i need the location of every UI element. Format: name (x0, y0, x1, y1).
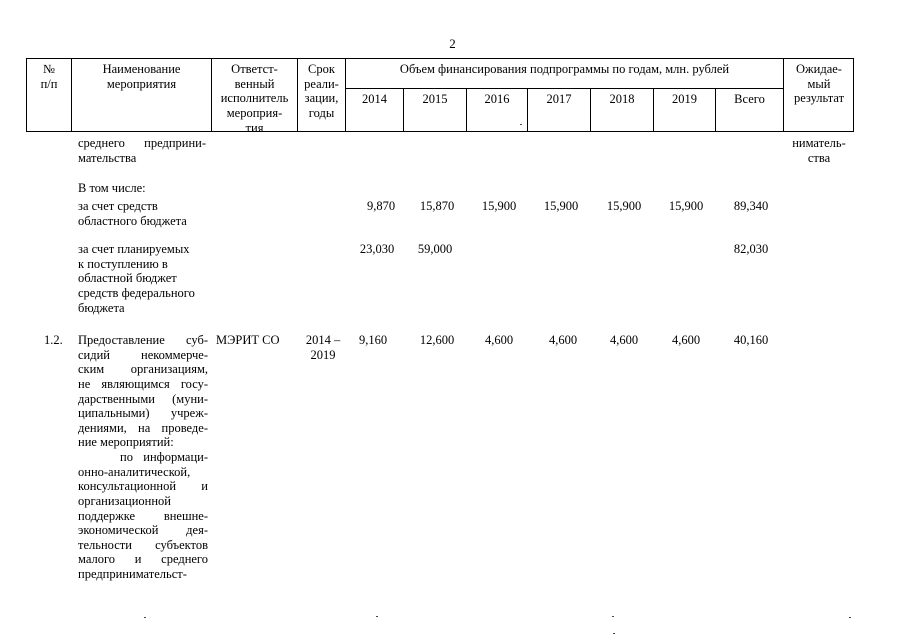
header-year-2016: 2016 (484, 92, 510, 106)
table-header (26, 58, 854, 135)
row-1-2-2015: 12,600 (419, 333, 455, 347)
header-total: Всего (734, 92, 765, 106)
federal-total: 82,030 (733, 242, 769, 256)
row-1-2-2017: 4,600 (548, 333, 578, 347)
continuation-result: ниматель- ства (792, 136, 846, 165)
federal-budget-label: за счет планируемых к поступлению в областной бюджет средств федерального бюджета (78, 242, 195, 315)
regional-2019: 15,900 (668, 199, 704, 213)
regional-total: 89,340 (733, 199, 769, 213)
row-1-2-num: 1.2. (44, 333, 63, 347)
page-number: 2 (449, 36, 456, 51)
including-label: В том числе: (78, 181, 146, 195)
regional-2016: 15,900 (481, 199, 517, 213)
regional-2017: 15,900 (543, 199, 579, 213)
row-1-2-executor: МЭРИТ СО (216, 333, 280, 347)
row-1-2-total: 40,160 (733, 333, 769, 347)
continuation-name: среднего предприни- мательства (78, 136, 206, 165)
federal-2014: 23,030 (359, 242, 395, 256)
regional-2018: 15,900 (606, 199, 642, 213)
row-1-2-2018: 4,600 (609, 333, 639, 347)
row-1-2-2016: 4,600 (484, 333, 514, 347)
row-1-2-2019: 4,600 (671, 333, 701, 347)
row-1-2-2014: 9,160 (358, 333, 388, 347)
header-year-2017: 2017 (546, 92, 572, 106)
header-term: Срок реали- зации, годы (304, 62, 339, 120)
header-year-2015: 2015 (422, 92, 448, 106)
regional-2014: 9,870 (366, 199, 396, 213)
header-expected: Ожидае- мый результат (793, 62, 845, 106)
row-1-2-name: Предоставление суб- сидий некоммерче- ским организациям, не являющимся госу- дарственными (муни- ципальными) учреж- дениями, на проведе- ние мероприятий: по информаци- онно-аналитической, консультационной и организационной поддержке внешне- экономической дея- тельности субъектов малого и среднего предпринимательст- (78, 333, 208, 581)
header-year-2019: 2019 (672, 92, 697, 106)
header-funding: Объем финансирования подпрограммы по годам, млн. рублей (399, 62, 730, 76)
header-year-2014: 2014 (362, 92, 387, 106)
row-1-2-term: 2014 – 2019 (305, 333, 341, 362)
header-year-2018: 2018 (609, 92, 635, 106)
header-executor: Ответст- венный исполнитель мероприя- тия (220, 62, 289, 135)
regional-2015: 15,870 (419, 199, 455, 213)
header-num: № п/п (40, 62, 58, 91)
regional-budget-label: за счет средств областного бюджета (78, 199, 187, 228)
federal-2015: 59,000 (417, 242, 453, 256)
header-name: Наименование мероприятия (102, 62, 181, 91)
